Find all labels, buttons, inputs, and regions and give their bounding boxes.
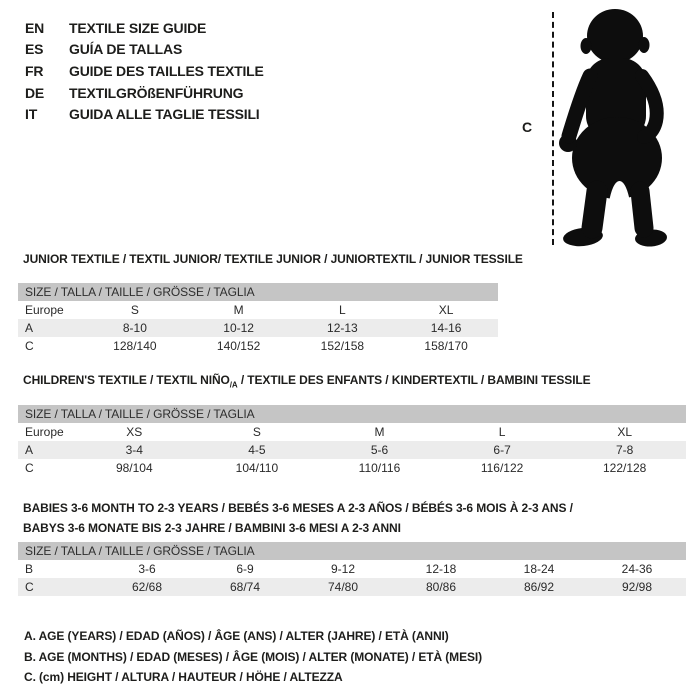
height-dashed-line xyxy=(552,12,554,245)
language-label: TEXTILE SIZE GUIDE xyxy=(69,19,207,36)
height-figure-area xyxy=(500,0,700,255)
table-cell: 140/152 xyxy=(216,339,261,353)
language-label: GUIDA ALLE TAGLIE TESSILI xyxy=(69,106,260,123)
table-cell: XL xyxy=(438,303,454,317)
language-code: FR xyxy=(25,62,44,79)
table-cell: 6-9 xyxy=(236,562,254,576)
table-cell: M xyxy=(374,425,385,439)
language-label: GUÍA DE TALLAS xyxy=(69,41,183,58)
notes-legend xyxy=(24,626,482,688)
table-cell: 128/140 xyxy=(113,339,157,353)
height-label-c: C xyxy=(522,119,533,135)
language-label: TEXTILGRÖßENFÜHRUNG xyxy=(69,84,244,101)
language-row xyxy=(25,103,264,125)
language-row xyxy=(25,82,264,104)
children-size-table xyxy=(18,405,686,477)
table-cell: S xyxy=(252,425,261,439)
table-cell: M xyxy=(233,303,244,317)
junior-size-table xyxy=(18,283,498,355)
babies-title-line2: BABYS 3-6 MONATE BIS 2-3 JAHRE / BAMBINI 3-6 MESI A 2-3 ANNI xyxy=(23,520,401,535)
table-cell: 4-5 xyxy=(248,443,266,457)
section-title-junior: JUNIOR TEXTILE / TEXTIL JUNIOR/ TEXTILE JUNIOR / JUNIORTEXTIL / JUNIOR TESSILE xyxy=(23,252,523,266)
table-cell: 104/110 xyxy=(235,461,279,475)
table-cell: 68/74 xyxy=(229,580,261,594)
table-cell: 92/98 xyxy=(621,580,653,594)
table-cell: 6-7 xyxy=(493,443,511,457)
note-line-a: A. AGE (YEARS) / EDAD (AÑOS) / ÂGE (ANS) / ALTER (JAHRE) / ETÀ (ANNI) xyxy=(24,629,449,643)
children-title-subscript: /A xyxy=(229,380,238,390)
table-cell: 98/104 xyxy=(115,461,153,475)
babies-title-line1: BABIES 3-6 MONTH TO 2-3 YEARS / BEBÉS 3-6 MESES A 2-3 AÑOS / BÉBÉS 3-6 MOIS À 2-3 ANS / xyxy=(23,501,573,515)
table-cell: 110/116 xyxy=(358,461,401,475)
language-code: IT xyxy=(25,106,38,123)
table-cell: 9-12 xyxy=(330,562,356,576)
table-row xyxy=(18,319,498,337)
table-row xyxy=(18,423,686,441)
row-label: B xyxy=(25,562,34,576)
row-label: C xyxy=(25,580,34,594)
table-row xyxy=(18,459,686,477)
table-cell: 3-4 xyxy=(125,443,143,457)
table-cell: L xyxy=(339,303,346,317)
table-size-header: SIZE / TALLA / TAILLE / GRÖSSE / TAGLIA xyxy=(18,542,686,560)
table-cell: 122/128 xyxy=(602,461,647,475)
table-cell: 14-16 xyxy=(430,321,462,335)
table-row xyxy=(18,441,686,459)
children-title-part2: / TEXTILE DES ENFANTS / KINDERTEXTIL / BAMBINI TESSILE xyxy=(237,373,591,387)
language-code: EN xyxy=(25,19,45,36)
children-title-part1: CHILDREN'S TEXTILE / TEXTIL NIÑO xyxy=(23,373,230,387)
table-row xyxy=(18,337,498,355)
row-label: C xyxy=(25,339,34,353)
language-row xyxy=(25,17,264,39)
table-cell: 5-6 xyxy=(370,443,389,457)
table-cell: 24-36 xyxy=(621,562,653,576)
table-cell: XL xyxy=(617,425,633,439)
table-cell: S xyxy=(130,303,139,317)
table-row xyxy=(18,578,686,596)
language-code: DE xyxy=(25,84,45,101)
table-cell: 10-12 xyxy=(223,321,254,335)
table-cell: 158/170 xyxy=(424,339,468,353)
table-row xyxy=(18,301,498,319)
note-line-b: B. AGE (MONTHS) / EDAD (MESES) / ÂGE (MOIS) / ALTER (MONATE) / ETÀ (MESI) xyxy=(24,649,483,664)
row-label: A xyxy=(25,321,34,335)
note-line-c: C. (cm) HEIGHT / ALTURA / HAUTEUR / HÖHE / ALTEZZA xyxy=(24,670,343,684)
table-cell: 3-6 xyxy=(138,562,156,576)
row-label: Europe xyxy=(25,425,64,439)
table-row xyxy=(18,560,686,578)
language-row xyxy=(25,39,264,61)
table-cell: 8-10 xyxy=(122,321,147,335)
row-label: C xyxy=(25,461,34,475)
table-size-header: SIZE / TALLA / TAILLE / GRÖSSE / TAGLIA xyxy=(18,283,498,301)
language-code: ES xyxy=(25,41,44,58)
table-cell: 86/92 xyxy=(523,580,555,594)
row-label: A xyxy=(25,443,34,457)
table-cell: 152/158 xyxy=(320,339,365,353)
table-cell: 116/122 xyxy=(480,461,524,475)
section-title-babies xyxy=(23,499,573,538)
table-cell: 74/80 xyxy=(327,580,359,594)
table-cell: 80/86 xyxy=(425,580,457,594)
language-label: GUIDE DES TAILLES TEXTILE xyxy=(69,62,264,79)
language-list xyxy=(25,17,264,125)
table-cell: L xyxy=(498,425,506,439)
table-size-header: SIZE / TALLA / TAILLE / GRÖSSE / TAGLIA xyxy=(18,405,686,423)
table-cell: 18-24 xyxy=(523,562,555,576)
table-cell: 7-8 xyxy=(616,443,634,457)
table-cell: XS xyxy=(126,425,143,439)
section-title-children xyxy=(23,373,591,392)
table-cell: 62/68 xyxy=(131,580,163,594)
row-label: Europe xyxy=(25,303,64,317)
child-silhouette xyxy=(557,6,699,250)
babies-size-table xyxy=(18,542,686,596)
language-row xyxy=(25,60,264,82)
table-cell: 12-18 xyxy=(425,562,457,576)
table-cell: 12-13 xyxy=(327,321,358,335)
